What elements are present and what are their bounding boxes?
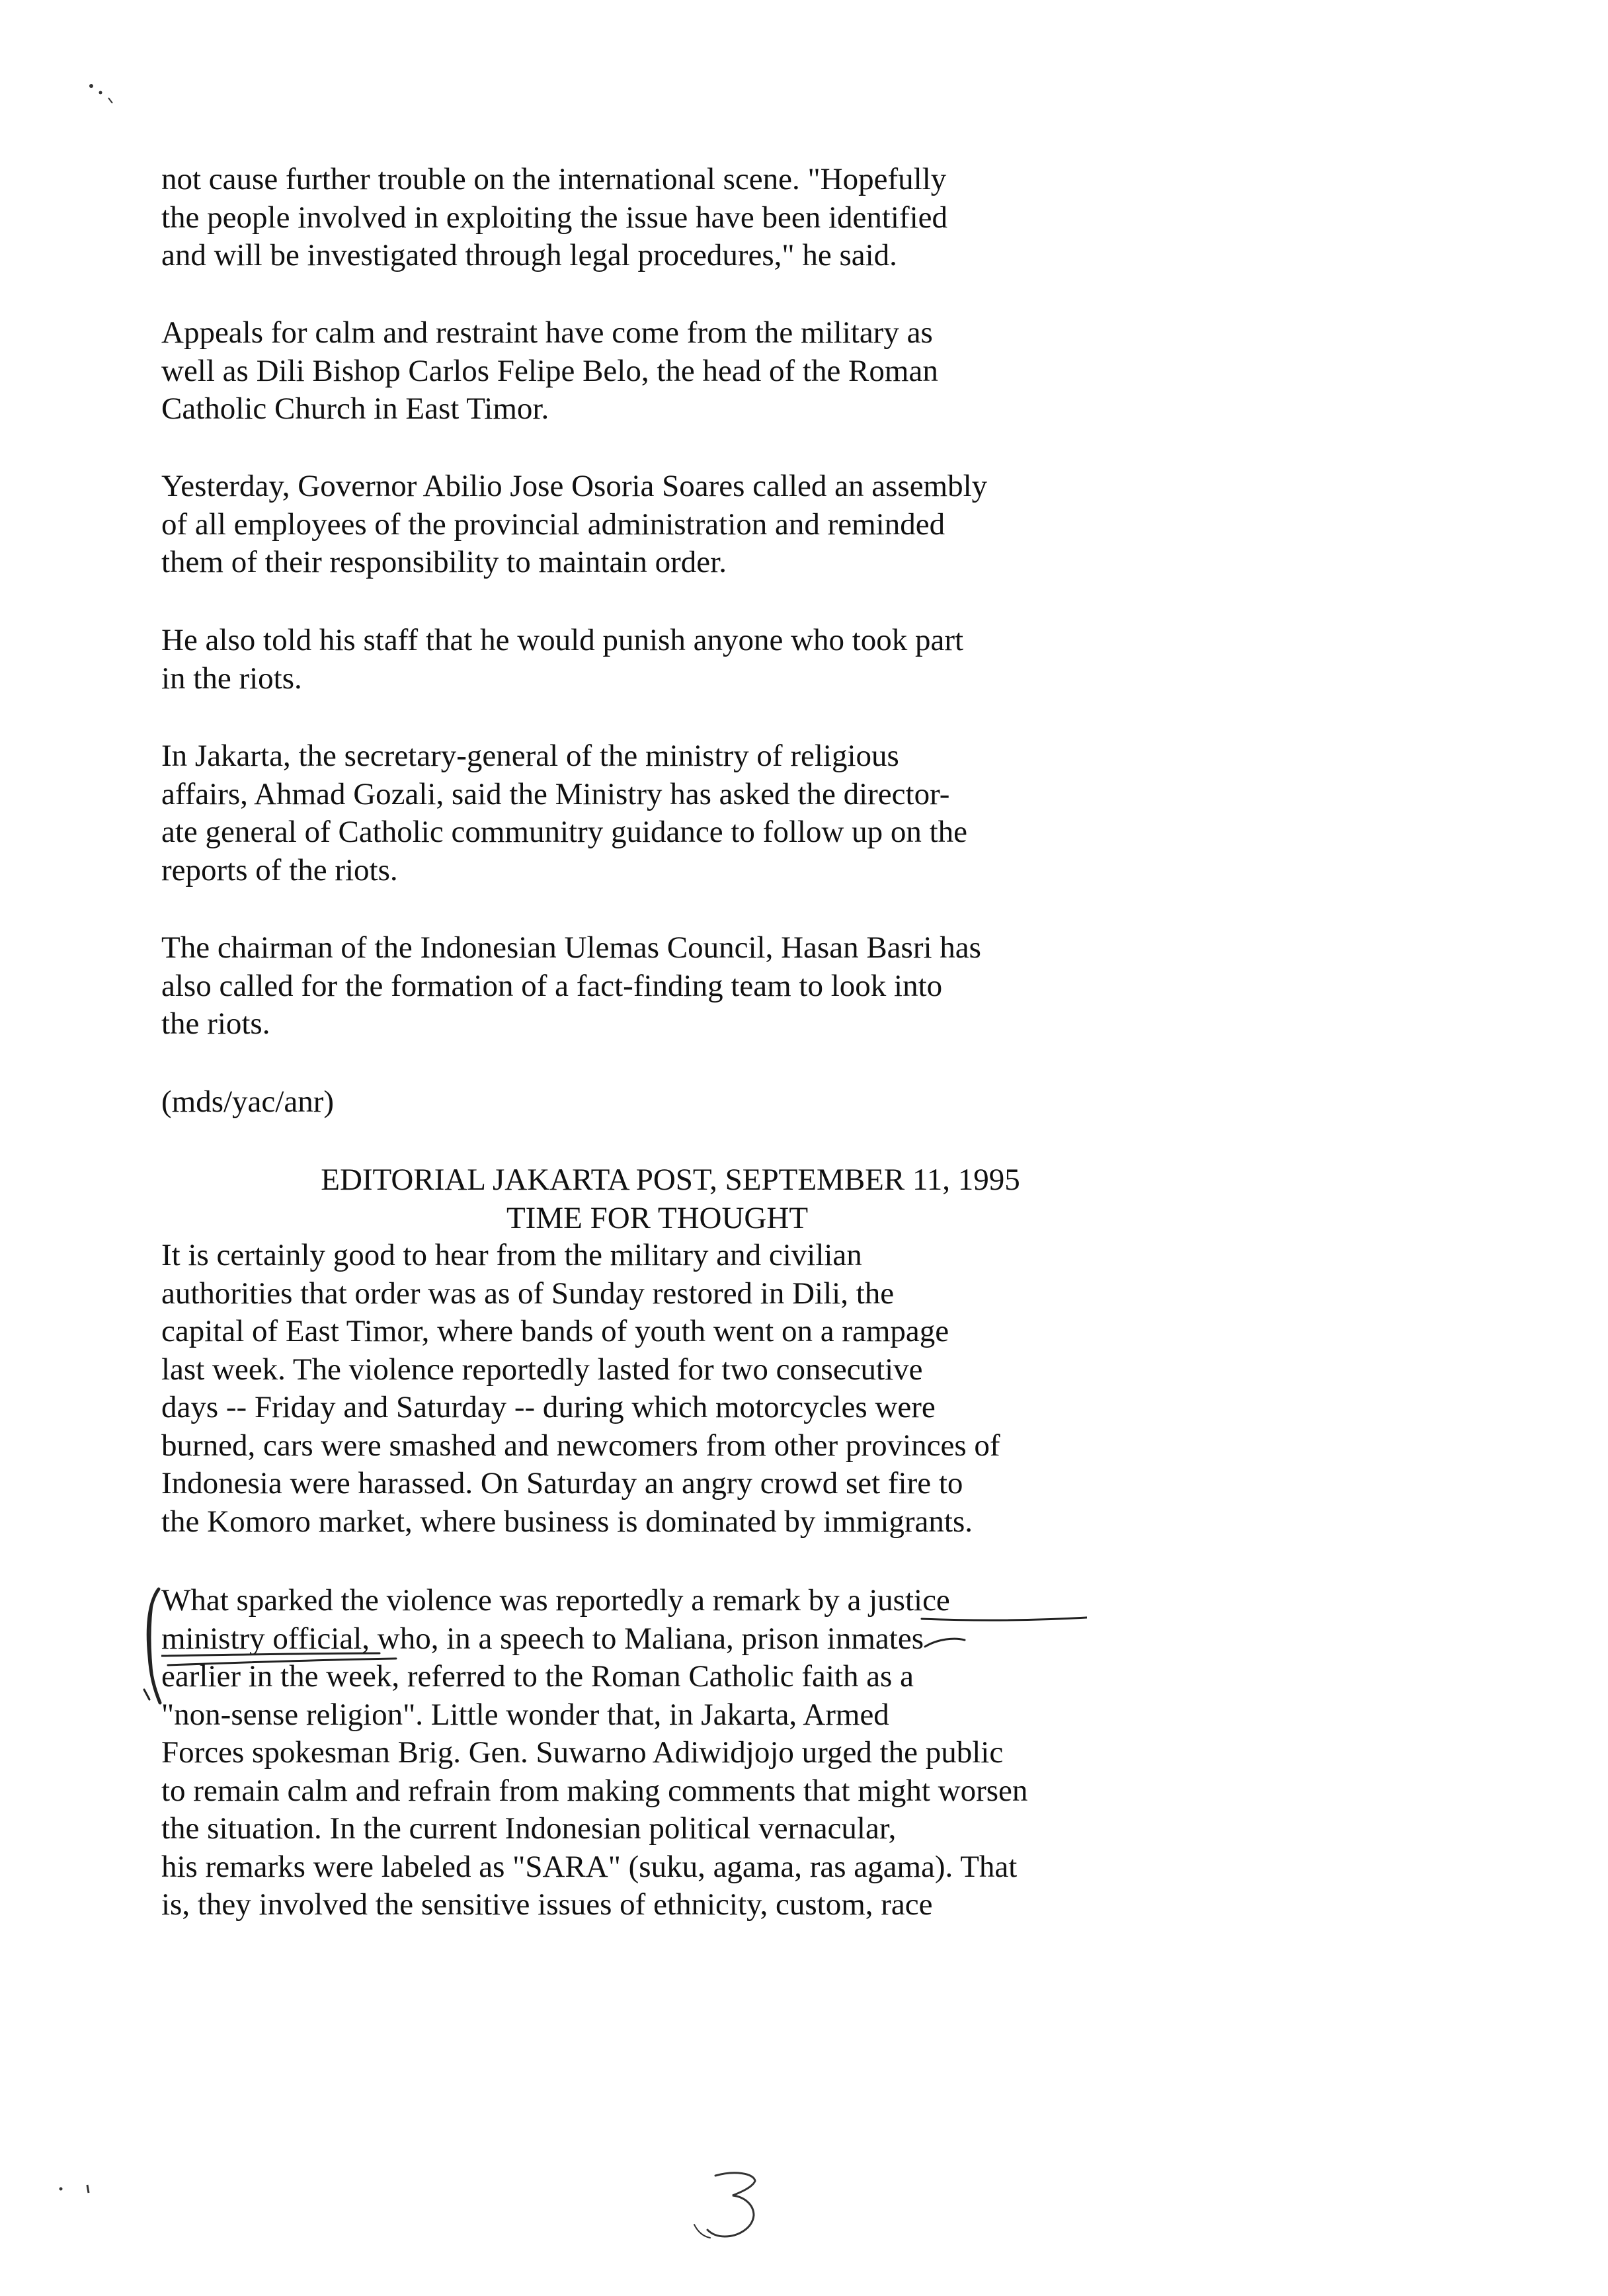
editorial-paragraph-1 xyxy=(161,1237,1153,1541)
text-line: earlier in the week, referred to the Roman Catholic faith as a xyxy=(161,1659,914,1694)
text-line: ate general of Catholic communitry guidance to follow up on the xyxy=(161,815,968,849)
paragraph-3 xyxy=(161,468,1153,582)
text-line: burned, cars were smashed and newcomers from other provinces of xyxy=(161,1428,1000,1463)
text-line: the riots. xyxy=(161,1006,270,1041)
text-line: the people involved in exploiting the issue have been identified xyxy=(161,200,948,235)
text-line: In Jakarta, the secretary-general of the ministry of religious xyxy=(161,739,899,773)
paragraph-7-byline xyxy=(161,1083,1153,1122)
text-line: last week. The violence reportedly lasted for two consecutive xyxy=(161,1352,923,1387)
paragraph-4 xyxy=(161,622,1153,698)
text-line: in the riots. xyxy=(161,661,302,696)
text-line: his remarks were labeled as "SARA" (suku, agama, ras agama). That xyxy=(161,1849,1018,1884)
handwritten-page-number-icon xyxy=(681,2161,774,2254)
editorial-title: EDITORIAL JAKARTA POST, SEPTEMBER 11, 1995 xyxy=(321,1163,1020,1197)
text-line: ministry official, who, in a speech to Maliana, prison inmates xyxy=(161,1621,924,1656)
text-line: capital of East Timor, where bands of youth went on a rampage xyxy=(161,1314,949,1348)
text-line: well as Dili Bishop Carlos Felipe Belo, the head of the Roman xyxy=(161,353,938,388)
text-line: and will be investigated through legal procedures," he said. xyxy=(161,238,897,272)
text-line: The chairman of the Indonesian Ulemas Council, Hasan Basri has xyxy=(161,930,981,965)
text-line: Indonesia were harassed. On Saturday an angry crowd set fire to xyxy=(161,1466,963,1500)
text-line: Forces spokesman Brig. Gen. Suwarno Adiwidjojo urged the public xyxy=(161,1735,1004,1770)
editorial-heading xyxy=(161,1161,1153,1237)
editorial-subtitle: TIME FOR THOUGHT xyxy=(506,1201,809,1235)
text-line: to remain calm and refrain from making comments that might worsen xyxy=(161,1773,1028,1808)
paragraph-1 xyxy=(161,161,1153,275)
text-line: Catholic Church in East Timor. xyxy=(161,391,549,426)
paragraph-2 xyxy=(161,314,1153,429)
text-line: He also told his staff that he would punish anyone who took part xyxy=(161,623,964,657)
text-line: not cause further trouble on the international scene. "Hopefully xyxy=(161,162,947,196)
decorative-speck-icon xyxy=(78,73,118,112)
handwritten-underline-icon xyxy=(161,1606,1087,1678)
paragraph-6 xyxy=(161,929,1153,1044)
text-line: "non-sense religion". Little wonder that, in Jakarta, Armed xyxy=(161,1697,889,1732)
text-line: also called for the formation of a fact-finding team to look into xyxy=(161,968,943,1003)
text-line: It is certainly good to hear from the military and civilian xyxy=(161,1238,862,1272)
text-line: authorities that order was as of Sunday restored in Dili, the xyxy=(161,1276,895,1311)
paragraph-5 xyxy=(161,737,1153,889)
text-line: Appeals for calm and restraint have come from the military as xyxy=(161,315,933,350)
text-line: the situation. In the current Indonesian political vernacular, xyxy=(161,1811,897,1846)
text-line: affairs, Ahmad Gozali, said the Ministry has asked the director- xyxy=(161,776,950,811)
text-line: of all employees of the provincial administration and reminded xyxy=(161,507,945,542)
text-line: them of their responsibility to maintain order. xyxy=(161,545,727,579)
decorative-speck-icon xyxy=(53,2176,106,2202)
text-line: is, they involved the sensitive issues of ethnicity, custom, race xyxy=(161,1887,933,1922)
text-line: reports of the riots. xyxy=(161,852,398,887)
text-line: Yesterday, Governor Abilio Jose Osoria Soares called an assembly xyxy=(161,469,988,503)
text-line: days -- Friday and Saturday -- during which motorcycles were xyxy=(161,1390,936,1424)
text-line: the Komoro market, where business is dominated by immigrants. xyxy=(161,1504,973,1539)
text-line: What sparked the violence was reportedly a remark by a justice xyxy=(161,1583,950,1618)
text-line: (mds/yac/anr) xyxy=(161,1085,335,1119)
